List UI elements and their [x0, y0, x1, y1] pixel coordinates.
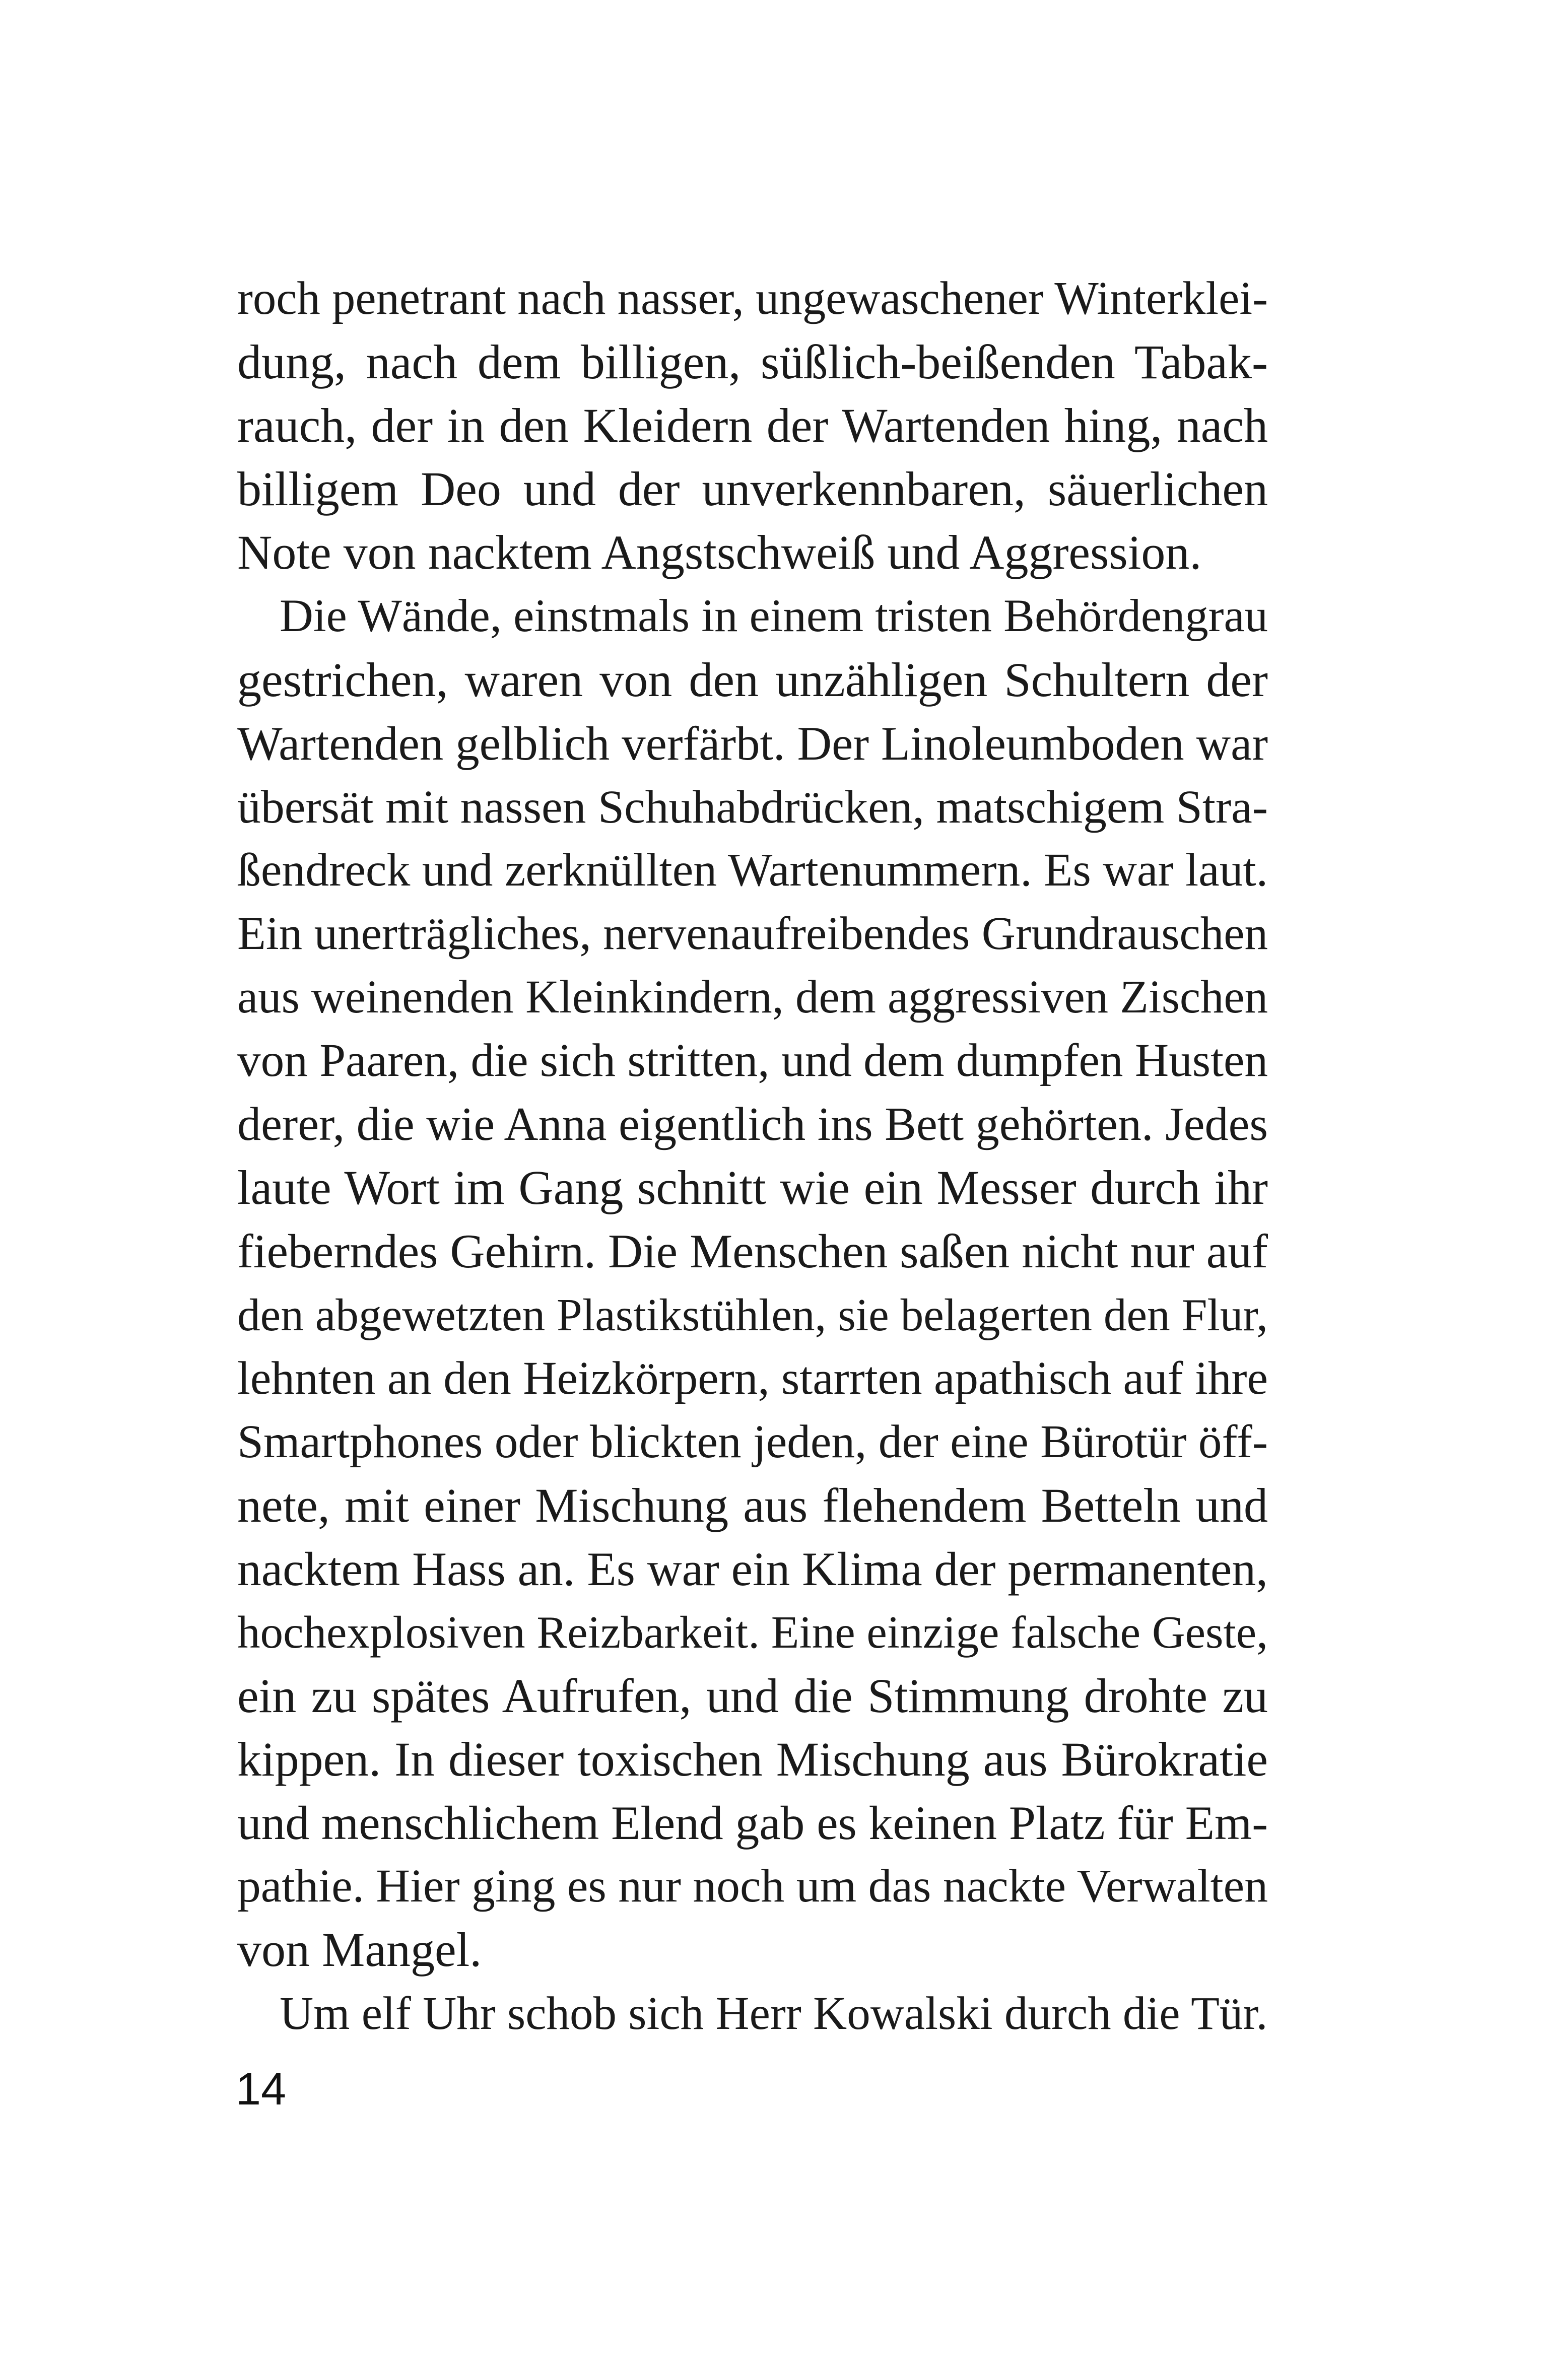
text-line: und menschlichem Elend gab es keinen Platz für Em- — [237, 1796, 1268, 1850]
body-text — [237, 267, 1268, 2046]
text-line: kippen. In dieser toxischen Mischung aus Bürokratie — [237, 1732, 1268, 1787]
text-line: derer, die wie Anna eigentlich ins Bett gehörten. Jedes — [237, 1098, 1268, 1151]
page-number: 14 — [236, 2064, 287, 2115]
text-line: von Paaren, die sich stritten, und dem dumpfen Husten — [237, 1035, 1268, 1087]
text-line: pathie. Hier ging es nur noch um das nackte Verwalten — [237, 1860, 1268, 1913]
text-line: laute Wort im Gang schnitt wie ein Messer durch ihr — [237, 1161, 1268, 1215]
text-line: Die Wände, einstmals in einem tristen Behördengrau — [280, 590, 1268, 642]
text-line: Ein unerträgliches, nervenaufreibendes Grundrauschen — [237, 907, 1268, 960]
text-line: gestrichen, waren von den unzähligen Schultern der — [237, 652, 1268, 707]
text-line: nete, mit einer Mischung aus flehendem Betteln und — [237, 1478, 1268, 1532]
paragraph — [237, 1982, 1268, 2046]
text-line: Wartenden gelblich verfärbt. Der Linoleumboden war — [237, 716, 1268, 770]
text-line: rauch, der in den Kleidern der Wartenden hing, nach — [237, 398, 1268, 453]
text-line: ein zu spätes Aufrufen, und die Stimmung drohte zu — [237, 1669, 1268, 1723]
text-line: Um elf Uhr schob sich Herr Kowalski durch die Tür. — [280, 1987, 1268, 2039]
paragraph — [237, 267, 1268, 584]
text-line: nacktem Hass an. Es war ein Klima der permanenten, — [237, 1542, 1268, 1596]
text-line: billigem Deo und der unverkennbaren, säuerlichen — [237, 462, 1268, 516]
text-line: übersät mit nassen Schuhabdrücken, matschigem Stra- — [237, 780, 1268, 833]
text-line: den abgewetzten Plastikstühlen, sie belagerten den Flur, — [237, 1289, 1268, 1340]
paragraph — [237, 584, 1268, 1982]
text-line: aus weinenden Kleinkindern, dem aggressiven Zischen — [237, 971, 1268, 1024]
text-line: Note von nacktem Angstschweiß und Aggression. — [237, 525, 1202, 580]
text-line: hochexplosiven Reizbarkeit. Eine einzige falsche Geste, — [237, 1606, 1268, 1658]
text-line: lehnten an den Heizkörpern, starrten apathisch auf ihre — [237, 1352, 1268, 1404]
text-line: roch penetrant nach nasser, ungewaschener Winterklei- — [237, 273, 1268, 324]
text-line: fieberndes Gehirn. Die Menschen saßen nicht nur auf — [237, 1225, 1268, 1278]
text-line: dung, nach dem billigen, süßlich-beißenden Tabak- — [237, 335, 1268, 389]
text-line: Smartphones oder blickten jeden, der eine Bürotür öff- — [237, 1415, 1268, 1468]
text-line: ßendreck und zerknüllten Wartenummern. Es war laut. — [237, 844, 1268, 896]
text-line: von Mangel. — [237, 1923, 482, 1977]
